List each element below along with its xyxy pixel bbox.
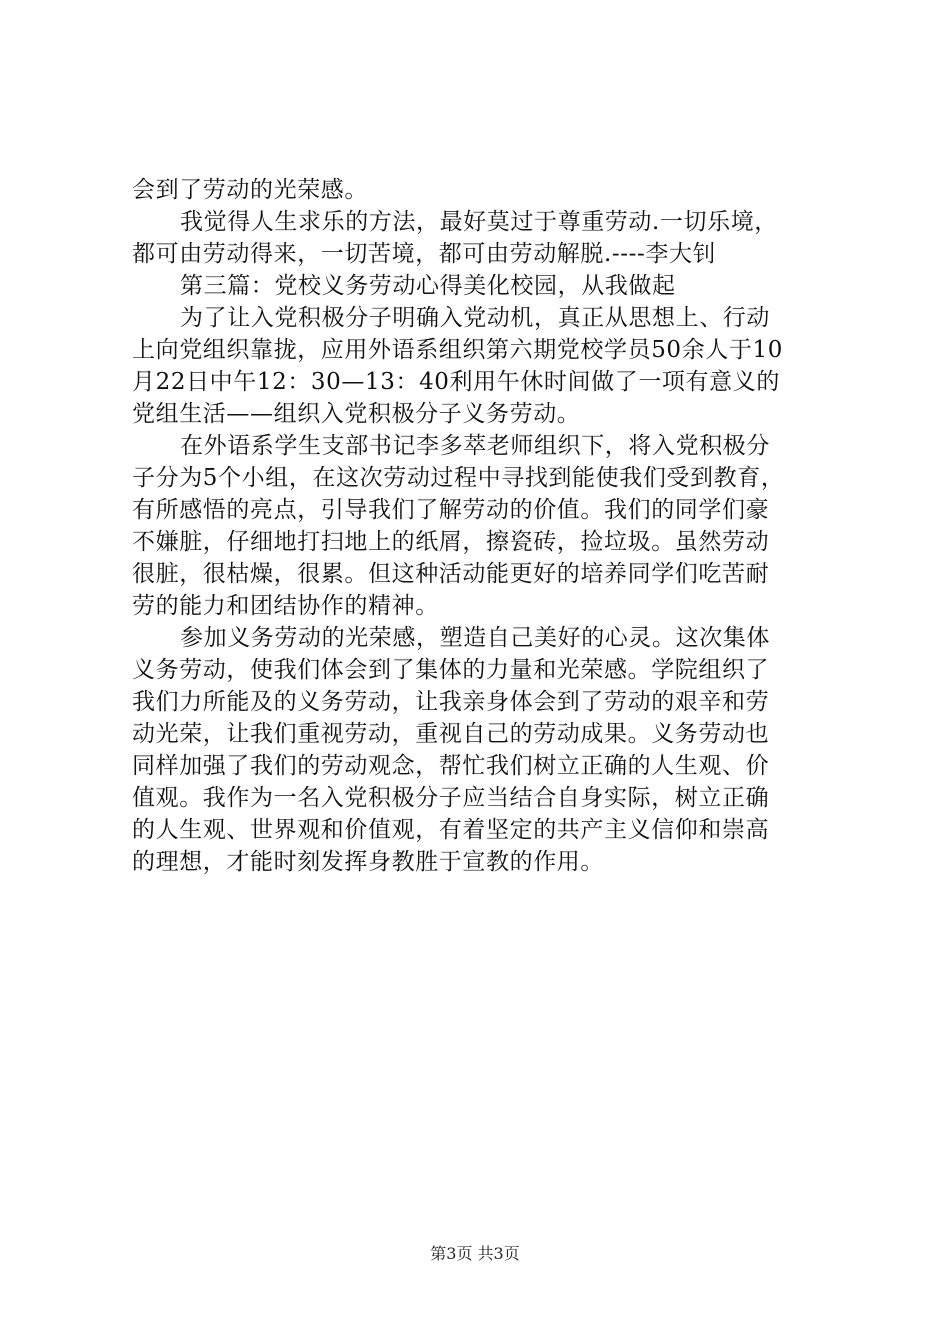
text-line: 的理想，才能时刻发挥身教胜于宣教的作用。 xyxy=(132,849,604,875)
text-line: 都可由劳动得来，一切苦境，都可由劳动解脱.----李大钊 xyxy=(132,241,717,267)
text-line: 会到了劳动的光荣感。 xyxy=(132,177,368,203)
text-line: 我们力所能及的义务劳动，让我亲身体会到了劳动的艰辛和劳 xyxy=(132,689,770,715)
text-line: 同样加强了我们的劳动观念，帮忙我们树立正确的人生观、价 xyxy=(132,753,770,779)
text-line: 月22日中午12：30—13：40利用午休时间做了一项有意义的 xyxy=(132,369,780,395)
text-line: 子分为5个小组，在这次劳动过程中寻找到能使我们受到教育， xyxy=(132,465,785,491)
text-line: 在外语系学生支部书记李多萃老师组织下，将入党积极分 xyxy=(180,433,770,459)
text-line: 上向党组织靠拢，应用外语系组织第六期党校学员50余人于10 xyxy=(132,337,783,363)
text-line: 值观。我作为一名入党积极分子应当结合自身实际，树立正确 xyxy=(132,785,770,811)
text-line: 我觉得人生求乐的方法，最好莫过于尊重劳动.一切乐境， xyxy=(180,209,778,235)
text-line: 劳的能力和团结协作的精神。 xyxy=(132,593,439,619)
text-line: 很脏，很枯燥，很累。但这种活动能更好的培养同学们吃苦耐 xyxy=(132,561,770,587)
text-line: 党组生活——组织入党积极分子义务劳动。 xyxy=(132,401,581,427)
text-line: 义务劳动，使我们体会到了集体的力量和光荣感。学院组织了 xyxy=(132,657,770,683)
section-heading: 第三篇：党校义务劳动心得美化校园，从我做起 xyxy=(180,273,676,299)
text-line: 为了让入党积极分子明确入党动机，真正从思想上、行动 xyxy=(180,305,770,331)
text-line: 动光荣，让我们重视劳动，重视自己的劳动成果。义务劳动也 xyxy=(132,721,770,747)
text-line: 的人生观、世界观和价值观，有着坚定的共产主义信仰和崇高 xyxy=(132,817,770,843)
text-line: 不嫌脏，仔细地打扫地上的纸屑，擦瓷砖，捡垃圾。虽然劳动 xyxy=(132,529,770,555)
text-line: 参加义务劳动的光荣感，塑造自己美好的心灵。这次集体 xyxy=(180,625,770,651)
page-footer: 第3页 共3页 xyxy=(430,1244,520,1263)
text-line: 有所感悟的亮点，引导我们了解劳动的价值。我们的同学们豪 xyxy=(132,497,770,523)
